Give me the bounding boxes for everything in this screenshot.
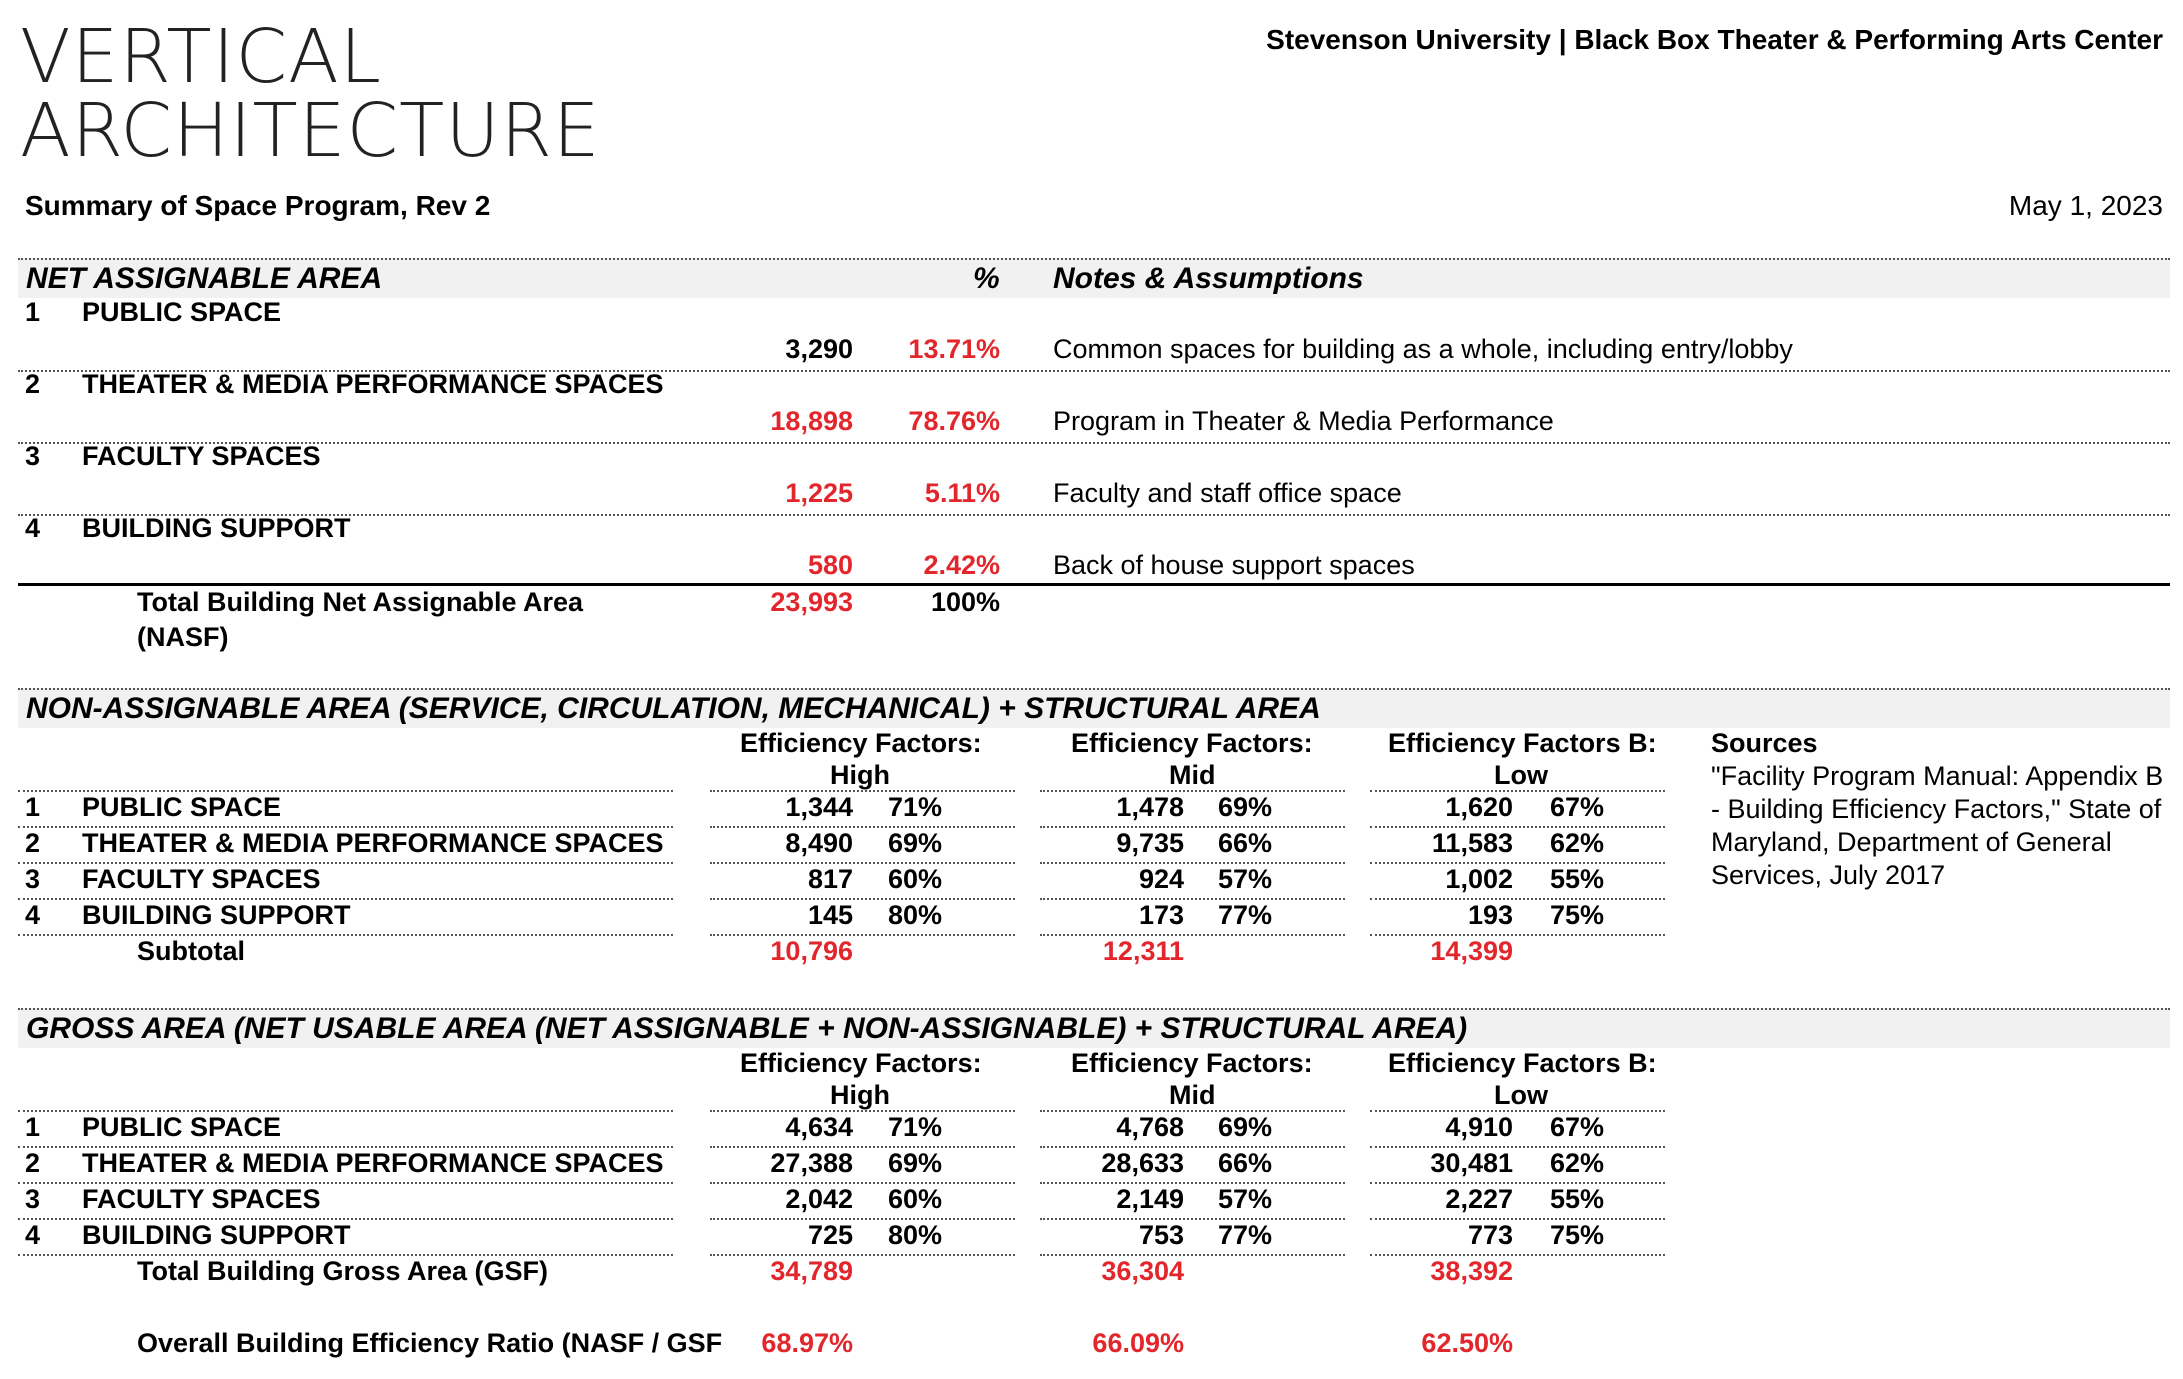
row-high: 8,490 bbox=[785, 828, 853, 858]
row-divider bbox=[1370, 790, 1665, 792]
row-divider bbox=[18, 826, 673, 828]
row-high-pct: 80% bbox=[888, 900, 943, 930]
row-mid: 4,768 bbox=[1116, 1112, 1184, 1142]
row-divider bbox=[1040, 1146, 1345, 1148]
gross-section-header bbox=[18, 1008, 2170, 1048]
row-divider bbox=[1040, 1254, 1345, 1256]
row-divider bbox=[1040, 862, 1345, 864]
nonassign-col-high-1: Efficiency Factors: bbox=[740, 728, 982, 758]
row-divider bbox=[18, 898, 673, 900]
row-divider bbox=[1040, 898, 1345, 900]
row-mid: 173 bbox=[1138, 900, 1184, 930]
row-mid: 2,149 bbox=[1116, 1184, 1184, 1214]
row-low-pct: 75% bbox=[1550, 900, 1605, 930]
row-area: 3,290 bbox=[785, 334, 853, 364]
row-divider bbox=[1370, 898, 1665, 900]
nasf-total-area: 23,993 bbox=[770, 587, 853, 617]
row-name: FACULTY SPACES bbox=[82, 864, 321, 894]
row-number: 3 bbox=[25, 864, 41, 894]
row-note: Program in Theater & Media Performance bbox=[1053, 406, 1554, 436]
gross-total-low: 38,392 bbox=[1430, 1256, 1513, 1286]
row-divider bbox=[710, 898, 1015, 900]
gross-col-mid-1: Efficiency Factors: bbox=[1071, 1048, 1313, 1078]
gross-heading: GROSS AREA (NET USABLE AREA (NET ASSIGNABLE + NON-ASSIGNABLE) + STRUCTURAL AREA) bbox=[26, 1012, 1468, 1045]
row-note: Faculty and staff office space bbox=[1053, 478, 1402, 508]
row-low-pct: 55% bbox=[1550, 1184, 1605, 1214]
nonassign-col-low-2: Low bbox=[1494, 760, 1548, 790]
row-number: 4 bbox=[25, 900, 41, 930]
row-name: BUILDING SUPPORT bbox=[82, 900, 351, 930]
gross-total-high: 34,789 bbox=[770, 1256, 853, 1286]
row-area: 1,225 bbox=[785, 478, 853, 508]
subtotal-low: 14,399 bbox=[1430, 936, 1513, 966]
row-divider bbox=[1040, 934, 1345, 936]
row-name: THEATER & MEDIA PERFORMANCE SPACES bbox=[82, 828, 664, 858]
row-pct: 13.71% bbox=[908, 334, 1000, 364]
row-low-pct: 67% bbox=[1550, 1112, 1605, 1142]
nonassign-heading: NON-ASSIGNABLE AREA (SERVICE, CIRCULATION, MECHANICAL) + STRUCTURAL AREA bbox=[26, 692, 1321, 725]
nonassign-col-high-2: High bbox=[830, 760, 890, 790]
row-high-pct: 71% bbox=[888, 792, 943, 822]
sources-line-3: Maryland, Department of General bbox=[1711, 827, 2112, 857]
nasf-total-pct: 100% bbox=[930, 587, 1000, 617]
logo-line-1: VERTICAL bbox=[20, 14, 382, 100]
row-mid-pct: 57% bbox=[1218, 864, 1273, 894]
row-area: 580 bbox=[807, 550, 853, 580]
gross-total-mid: 36,304 bbox=[1101, 1256, 1184, 1286]
row-number: 1 bbox=[25, 792, 41, 822]
gross-total-label: Total Building Gross Area (GSF) bbox=[137, 1256, 549, 1286]
row-divider bbox=[18, 1146, 673, 1148]
row-low-pct: 62% bbox=[1550, 1148, 1605, 1178]
gross-col-low-2: Low bbox=[1494, 1080, 1548, 1110]
row-divider bbox=[18, 1182, 673, 1184]
row-name: PUBLIC SPACE bbox=[82, 1112, 282, 1142]
row-name: BUILDING SUPPORT bbox=[82, 1220, 351, 1250]
document-title: Summary of Space Program, Rev 2 bbox=[25, 190, 491, 221]
row-divider bbox=[710, 1254, 1015, 1256]
row-mid: 1,478 bbox=[1116, 792, 1184, 822]
row-number: 4 bbox=[25, 513, 41, 543]
document-date: May 1, 2023 bbox=[2008, 190, 2163, 221]
row-area: 18,898 bbox=[770, 406, 853, 436]
row-high: 27,388 bbox=[770, 1148, 853, 1178]
row-divider bbox=[710, 1146, 1015, 1148]
row-divider bbox=[1040, 826, 1345, 828]
row-low: 30,481 bbox=[1430, 1148, 1513, 1178]
notes-column-header: Notes & Assumptions bbox=[1053, 262, 1364, 295]
row-mid-pct: 77% bbox=[1218, 1220, 1273, 1250]
sources-header: Sources bbox=[1711, 728, 1818, 758]
gross-col-mid-2: Mid bbox=[1169, 1080, 1216, 1110]
row-pct: 78.76% bbox=[908, 406, 1000, 436]
row-high: 817 bbox=[807, 864, 853, 894]
row-number: 3 bbox=[25, 441, 41, 471]
efficiency-ratio-label: Overall Building Efficiency Ratio (NASF / GSF bbox=[137, 1328, 723, 1358]
row-high-pct: 80% bbox=[888, 1220, 943, 1250]
row-divider bbox=[18, 934, 673, 936]
row-name: FACULTY SPACES bbox=[82, 441, 321, 471]
nasf-total-label-2: (NASF) bbox=[137, 622, 229, 652]
row-divider bbox=[710, 826, 1015, 828]
row-mid-pct: 57% bbox=[1218, 1184, 1273, 1214]
sources-line-2: - Building Efficiency Factors," State of bbox=[1711, 794, 2162, 824]
row-divider bbox=[710, 1218, 1015, 1220]
subtotal-mid: 12,311 bbox=[1102, 936, 1184, 966]
row-divider bbox=[1370, 826, 1665, 828]
row-divider bbox=[18, 862, 673, 864]
nasf-heading: NET ASSIGNABLE AREA bbox=[26, 262, 383, 295]
row-mid: 9,735 bbox=[1116, 828, 1184, 858]
row-name: PUBLIC SPACE bbox=[82, 792, 282, 822]
nasf-total-label-1: Total Building Net Assignable Area bbox=[137, 587, 584, 617]
row-mid: 924 bbox=[1138, 864, 1184, 894]
row-name: THEATER & MEDIA PERFORMANCE SPACES bbox=[82, 1148, 664, 1178]
row-mid: 753 bbox=[1138, 1220, 1184, 1250]
row-low: 193 bbox=[1467, 900, 1513, 930]
nonassign-col-mid-1: Efficiency Factors: bbox=[1071, 728, 1313, 758]
efficiency-ratio-mid: 66.09% bbox=[1092, 1328, 1184, 1358]
row-number: 4 bbox=[25, 1220, 41, 1250]
row-high-pct: 69% bbox=[888, 828, 943, 858]
row-mid-pct: 66% bbox=[1218, 1148, 1273, 1178]
row-high-pct: 71% bbox=[888, 1112, 943, 1142]
row-low: 1,002 bbox=[1445, 864, 1513, 894]
row-divider bbox=[1370, 1182, 1665, 1184]
row-high: 4,634 bbox=[785, 1112, 853, 1142]
sources-line-1: "Facility Program Manual: Appendix B bbox=[1711, 761, 2164, 791]
row-high: 2,042 bbox=[785, 1184, 853, 1214]
row-name: PUBLIC SPACE bbox=[82, 297, 282, 327]
row-divider bbox=[710, 790, 1015, 792]
efficiency-ratio-high: 68.97% bbox=[761, 1328, 853, 1358]
row-divider bbox=[1040, 1218, 1345, 1220]
row-low-pct: 75% bbox=[1550, 1220, 1605, 1250]
row-divider bbox=[1370, 1146, 1665, 1148]
row-number: 1 bbox=[25, 297, 41, 327]
row-low-pct: 67% bbox=[1550, 792, 1605, 822]
row-high-pct: 60% bbox=[888, 864, 943, 894]
row-divider bbox=[1040, 1182, 1345, 1184]
row-pct: 5.11% bbox=[924, 478, 1000, 508]
row-divider bbox=[1370, 934, 1665, 936]
row-name: BUILDING SUPPORT bbox=[82, 513, 351, 543]
row-high: 145 bbox=[807, 900, 853, 930]
nonassign-section-header bbox=[18, 688, 2170, 728]
project-title: Stevenson University | Black Box Theater & Performing Arts Center bbox=[1266, 24, 2163, 55]
row-divider bbox=[710, 1110, 1015, 1112]
row-high-pct: 69% bbox=[888, 1148, 943, 1178]
nasf-section-header bbox=[18, 258, 2170, 298]
row-name: FACULTY SPACES bbox=[82, 1184, 321, 1214]
row-number: 2 bbox=[25, 1148, 41, 1178]
sources-line-4: Services, July 2017 bbox=[1711, 860, 1946, 890]
row-low: 1,620 bbox=[1445, 792, 1513, 822]
row-low: 773 bbox=[1467, 1220, 1513, 1250]
row-mid-pct: 69% bbox=[1218, 792, 1273, 822]
row-high: 1,344 bbox=[785, 792, 853, 822]
row-divider bbox=[710, 1182, 1015, 1184]
logo-line-2: ARCHITECTURE bbox=[20, 88, 601, 174]
row-mid-pct: 66% bbox=[1218, 828, 1273, 858]
row-low-pct: 62% bbox=[1550, 828, 1605, 858]
row-high: 725 bbox=[807, 1220, 853, 1250]
row-mid-pct: 69% bbox=[1218, 1112, 1273, 1142]
row-low-pct: 55% bbox=[1550, 864, 1605, 894]
row-divider bbox=[1370, 1110, 1665, 1112]
row-divider bbox=[710, 934, 1015, 936]
row-number: 2 bbox=[25, 828, 41, 858]
row-low: 4,910 bbox=[1445, 1112, 1513, 1142]
row-name: THEATER & MEDIA PERFORMANCE SPACES bbox=[82, 369, 664, 399]
efficiency-ratio-low: 62.50% bbox=[1421, 1328, 1513, 1358]
subtotal-high: 10,796 bbox=[770, 936, 853, 966]
row-number: 2 bbox=[25, 369, 41, 399]
gross-col-low-1: Efficiency Factors B: bbox=[1388, 1048, 1657, 1078]
row-high-pct: 60% bbox=[888, 1184, 943, 1214]
row-mid-pct: 77% bbox=[1218, 900, 1273, 930]
pct-column-header: % bbox=[973, 262, 1000, 295]
row-low: 11,583 bbox=[1431, 828, 1513, 858]
row-note: Common spaces for building as a whole, including entry/lobby bbox=[1053, 334, 1793, 364]
row-low: 2,227 bbox=[1445, 1184, 1513, 1214]
row-note: Back of house support spaces bbox=[1053, 550, 1415, 580]
row-divider bbox=[1370, 1218, 1665, 1220]
row-divider bbox=[1370, 1254, 1665, 1256]
gross-col-high-2: High bbox=[830, 1080, 890, 1110]
row-divider bbox=[1040, 1110, 1345, 1112]
row-divider bbox=[1370, 862, 1665, 864]
row-pct: 2.42% bbox=[923, 550, 1000, 580]
gross-col-high-1: Efficiency Factors: bbox=[740, 1048, 982, 1078]
row-number: 3 bbox=[25, 1184, 41, 1214]
row-divider bbox=[18, 1110, 673, 1112]
row-divider bbox=[18, 1218, 673, 1220]
nonassign-col-low-1: Efficiency Factors B: bbox=[1388, 728, 1657, 758]
row-divider bbox=[18, 442, 2170, 444]
row-number: 1 bbox=[25, 1112, 41, 1142]
row-divider bbox=[710, 862, 1015, 864]
row-mid: 28,633 bbox=[1101, 1148, 1184, 1178]
nonassign-col-mid-2: Mid bbox=[1169, 760, 1216, 790]
row-divider bbox=[1040, 790, 1345, 792]
subtotal-label: Subtotal bbox=[137, 936, 245, 966]
